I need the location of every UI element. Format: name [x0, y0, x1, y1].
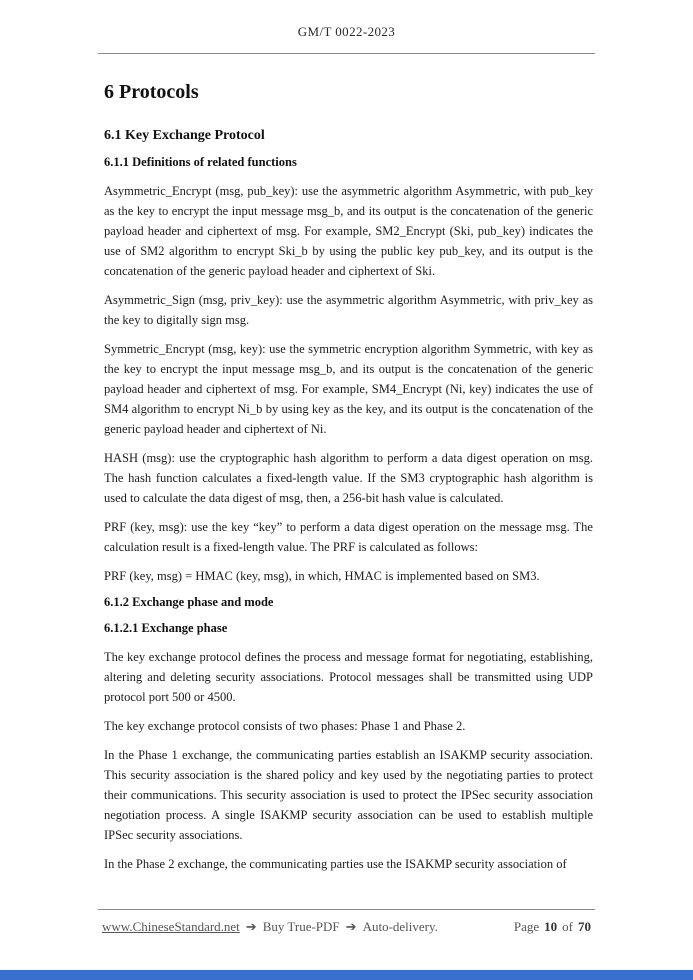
- page-number: 10: [544, 919, 558, 934]
- subsection-title: 6.1.2.1 Exchange phase: [104, 621, 228, 635]
- page-indicator: [514, 919, 591, 935]
- footer-row: [98, 919, 595, 935]
- footer-site-link[interactable]: www.ChineseStandard.net: [102, 919, 240, 934]
- chapter-title: 6 Protocols: [104, 81, 199, 103]
- paragraph: The key exchange protocol defines the process and message format for negotiating, establishing, altering and deleting security associations. Protocol messages shall be transmitted using UDP protocol port 500 or 4500.: [104, 650, 593, 704]
- bottom-accent-bar: [0, 970, 693, 980]
- page-of-label: of: [562, 919, 573, 934]
- document-content: [0, 81, 693, 874]
- paragraph: The key exchange protocol consists of two phases: Phase 1 and Phase 2.: [104, 719, 466, 733]
- section-title: 6.1 Key Exchange Protocol: [104, 128, 265, 143]
- page-label: Page: [513, 919, 540, 934]
- arrow-right-icon: ➔: [245, 919, 257, 934]
- header-divider: [98, 53, 595, 54]
- paragraph: PRF (key, msg): use the key “key” to perform a data digest operation on the message msg. The calculation result is a fixed-length value. The PRF is calculated as follows:: [104, 520, 593, 554]
- footer-left: [102, 919, 438, 935]
- paragraph: Symmetric_Encrypt (msg, key): use the symmetric encryption algorithm Symmetric, with key as the key to encrypt the input message msg_b, and its output is the concatenation of the generic payload header and ciphertext of msg. For example, SM4_Encrypt (Ni, key) indicates the use of SM4 algorithm to encrypt Ni_b by using key as the key, and its output is the concatenation of the generic payload header and ciphertext of Ni.: [104, 342, 593, 436]
- page-footer: [98, 909, 595, 935]
- page-header: [0, 0, 693, 54]
- paragraph: PRF (key, msg) = HMAC (key, msg), in which, HMAC is implemented based on SM3.: [104, 569, 540, 583]
- footer-delivery-text: Auto-delivery.: [362, 919, 438, 934]
- paragraph: In the Phase 1 exchange, the communicating parties establish an ISAKMP security association. This security association is the shared policy and key used by the negotiating parties to protect their communications. This security association is used to protect the IPSec security association negotiation process. A single ISAKMP security association can be used to establish multiple IPSec security associations.: [104, 748, 593, 842]
- footer-divider: [98, 909, 595, 910]
- paragraph: HASH (msg): use the cryptographic hash algorithm to perform a data digest operation on msg. The hash function calculates a fixed-length value. If the SM3 cryptographic hash algorithm is used to calculate the data digest of msg, then, a 256-bit hash value is calculated.: [104, 451, 593, 505]
- arrow-right-icon: ➔: [345, 919, 357, 934]
- doc-number: GM/T 0022-2023: [297, 24, 396, 39]
- subsection-title: 6.1.1 Definitions of related functions: [104, 155, 297, 169]
- paragraph: Asymmetric_Encrypt (msg, pub_key): use the asymmetric algorithm Asymmetric, with pub_key as the key to encrypt the input message msg_b, and its output is the concatenation of the generic payload header and ciphertext of msg. For example, SM2_Encrypt (Ski, pub_key) indicates the use of SM2 algorithm to encrypt Ski_b by using the public key pub_key, and its output is the concatenation of the generic payload header and ciphertext of Ski.: [104, 184, 593, 278]
- subsection-title: 6.1.2 Exchange phase and mode: [104, 595, 274, 609]
- footer-buy-text: Buy True-PDF: [262, 919, 340, 934]
- paragraph: In the Phase 2 exchange, the communicating parties use the ISAKMP security association of: [104, 857, 567, 871]
- page-total: 70: [578, 919, 591, 934]
- paragraph: Asymmetric_Sign (msg, priv_key): use the asymmetric algorithm Asymmetric, with priv_key as the key to digitally sign msg.: [104, 293, 593, 327]
